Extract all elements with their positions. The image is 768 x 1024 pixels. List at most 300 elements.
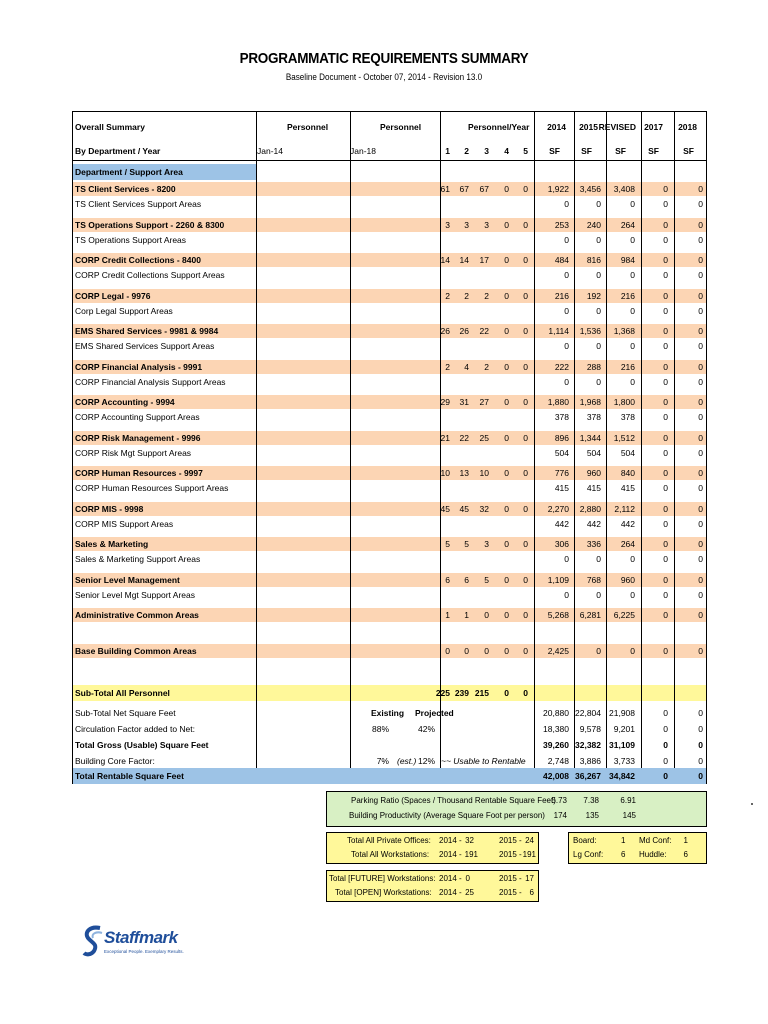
section-label-row bbox=[73, 164, 256, 180]
grid-line bbox=[256, 112, 257, 768]
support-sf-value: 0 bbox=[564, 376, 569, 387]
productivity-value: 135 bbox=[585, 811, 599, 820]
sf-value: 1,368 bbox=[613, 326, 635, 336]
department-name: Sales & Marketing bbox=[75, 539, 149, 549]
personnel-value: 22 bbox=[459, 432, 469, 443]
sf-value: 0 bbox=[663, 468, 668, 478]
subtotal-personnel: 225 bbox=[435, 688, 450, 698]
sf-value: 0 bbox=[698, 574, 703, 585]
header-sf-2: SF bbox=[581, 146, 592, 156]
support-row bbox=[73, 233, 706, 247]
sf-value: 253 bbox=[554, 219, 569, 230]
future-2015: 17 bbox=[525, 874, 534, 883]
department-row bbox=[73, 502, 706, 516]
sf-value: 0 bbox=[698, 539, 703, 549]
personnel-value: 0 bbox=[523, 326, 528, 336]
board-label: Board: bbox=[573, 836, 597, 845]
existing-value: 7% bbox=[376, 756, 389, 766]
stray-mark bbox=[751, 803, 753, 805]
support-sf-value: 0 bbox=[596, 589, 601, 600]
total-rentable-row bbox=[73, 768, 706, 784]
department-row bbox=[73, 644, 706, 658]
department-row bbox=[73, 324, 706, 338]
sf-value: 0 bbox=[663, 432, 668, 443]
sf-value: 0 bbox=[663, 610, 668, 620]
support-sf-value: 0 bbox=[698, 412, 703, 422]
support-sf-value: 0 bbox=[698, 305, 703, 316]
department-name: CORP Financial Analysis - 9991 bbox=[75, 361, 203, 372]
personnel-value: 2 bbox=[464, 290, 469, 301]
personnel-value: 2 bbox=[484, 361, 489, 372]
sf-value: 2,425 bbox=[547, 645, 569, 656]
conference-rooms-box bbox=[568, 832, 707, 864]
sf-value: 1,968 bbox=[579, 397, 601, 407]
summary-sf-value: 3,886 bbox=[579, 756, 601, 766]
support-sf-value: 504 bbox=[554, 447, 569, 458]
support-sf-value: 442 bbox=[620, 518, 635, 529]
support-sf-value: 0 bbox=[596, 199, 601, 209]
workstations-2014-label: 2014 - bbox=[439, 850, 462, 859]
support-row bbox=[73, 552, 706, 566]
personnel-value: 3 bbox=[464, 219, 469, 230]
sf-value: 6,281 bbox=[579, 610, 601, 620]
support-sf-value: 378 bbox=[554, 412, 569, 422]
sf-value: 0 bbox=[596, 645, 601, 656]
support-sf-value: 0 bbox=[630, 554, 635, 564]
sf-value: 816 bbox=[586, 255, 601, 265]
grid-line bbox=[641, 112, 642, 768]
productivity-value: 145 bbox=[622, 811, 636, 820]
projected-value: 12% bbox=[417, 756, 435, 766]
department-name: Senior Level Management bbox=[75, 574, 180, 585]
summary-sf-value: 39,260 bbox=[543, 740, 569, 750]
support-sf-value: 0 bbox=[663, 305, 668, 316]
personnel-value: 0 bbox=[523, 503, 528, 514]
header-col-4: 4 bbox=[504, 146, 509, 156]
personnel-value: 6 bbox=[464, 574, 469, 585]
open-workstations-label: Total [OPEN] Workstations: bbox=[335, 888, 432, 897]
summary-sf-value: 18,380 bbox=[543, 724, 569, 734]
support-row bbox=[73, 304, 706, 318]
parking-ratio-value: 7.38 bbox=[583, 796, 599, 805]
support-sf-value: 0 bbox=[564, 554, 569, 564]
support-sf-value: 0 bbox=[596, 270, 601, 280]
department-row bbox=[73, 218, 706, 232]
summary-row bbox=[73, 723, 706, 737]
grid-line bbox=[674, 112, 675, 768]
support-sf-value: 442 bbox=[554, 518, 569, 529]
department-name: TS Operations Support - 2260 & 8300 bbox=[75, 219, 225, 230]
personnel-value: 26 bbox=[459, 326, 469, 336]
support-sf-value: 0 bbox=[698, 447, 703, 458]
header-jan14: Jan-14 bbox=[257, 146, 283, 156]
private-offices-2015: 24 bbox=[525, 836, 534, 845]
open-2014-label: 2014 - bbox=[439, 888, 462, 897]
sf-value: 960 bbox=[620, 574, 635, 585]
support-area-name: TS Client Services Support Areas bbox=[75, 199, 202, 209]
support-sf-value: 0 bbox=[564, 234, 569, 245]
personnel-value: 45 bbox=[440, 503, 450, 514]
sf-value: 0 bbox=[698, 432, 703, 443]
support-sf-value: 0 bbox=[663, 589, 668, 600]
summary-sf-value: 9,201 bbox=[613, 724, 635, 734]
summary-sf-value: 0 bbox=[698, 756, 703, 766]
support-sf-value: 0 bbox=[630, 270, 635, 280]
sf-value: 192 bbox=[586, 290, 601, 301]
support-sf-value: 0 bbox=[663, 234, 668, 245]
personnel-value: 0 bbox=[504, 574, 509, 585]
personnel-value: 1 bbox=[445, 610, 450, 620]
personnel-value: 0 bbox=[504, 290, 509, 301]
personnel-value: 2 bbox=[445, 361, 450, 372]
personnel-value: 0 bbox=[523, 645, 528, 656]
total-rentable-sf: 36,267 bbox=[575, 771, 601, 781]
personnel-value: 0 bbox=[523, 361, 528, 372]
header-col-3: 3 bbox=[484, 146, 489, 156]
header-jan18: Jan-18 bbox=[350, 146, 376, 156]
header-col-1: 1 bbox=[445, 146, 450, 156]
sf-value: 1,109 bbox=[547, 574, 569, 585]
header-by-department: By Department / Year bbox=[75, 146, 161, 156]
lg-conf-label: Lg Conf: bbox=[573, 850, 604, 859]
sf-value: 776 bbox=[554, 468, 569, 478]
personnel-value: 0 bbox=[504, 255, 509, 265]
logo-wordmark: Staffmark bbox=[104, 928, 178, 947]
department-name: CORP Legal - 9976 bbox=[75, 290, 151, 301]
header-sf-1: SF bbox=[549, 146, 560, 156]
support-sf-value: 504 bbox=[620, 447, 635, 458]
personnel-value: 0 bbox=[445, 645, 450, 656]
header-personnel-jan14: Personnel bbox=[287, 122, 329, 132]
sf-value: 1,512 bbox=[613, 432, 635, 443]
subtotal-label: Sub-Total All Personnel bbox=[75, 688, 170, 698]
sf-value: 0 bbox=[698, 645, 703, 656]
section-label: Department / Support Area bbox=[75, 167, 183, 177]
header-2014: 2014 bbox=[547, 122, 566, 132]
summary-row bbox=[73, 739, 706, 753]
header-sf-3: SF bbox=[615, 146, 626, 156]
support-sf-value: 0 bbox=[564, 305, 569, 316]
summary-sf-value: 20,880 bbox=[543, 708, 569, 718]
subtotal-row bbox=[73, 685, 706, 701]
header-sf-5: SF bbox=[683, 146, 694, 156]
parking-ratio-label: Parking Ratio (Spaces / Thousand Rentable Square Feet) bbox=[351, 796, 556, 805]
sf-value: 2,880 bbox=[579, 503, 601, 514]
support-sf-value: 0 bbox=[663, 483, 668, 493]
future-2015-label: 2015 - bbox=[499, 874, 522, 883]
support-row bbox=[73, 659, 706, 673]
header-overall-summary: Overall Summary bbox=[75, 122, 145, 132]
personnel-value: 0 bbox=[523, 290, 528, 301]
support-area-name: Sales & Marketing Support Areas bbox=[75, 554, 201, 564]
md-conf-label: Md Conf: bbox=[639, 836, 672, 845]
personnel-value: 0 bbox=[523, 468, 528, 478]
workstations-2015-label: 2015 - bbox=[499, 850, 522, 859]
department-name: Base Building Common Areas bbox=[75, 645, 197, 656]
department-name: Administrative Common Areas bbox=[75, 610, 199, 620]
logo-tagline: Exceptional People. Exemplary Results. bbox=[104, 949, 184, 954]
department-name: CORP Risk Management - 9996 bbox=[75, 432, 201, 443]
personnel-value: 14 bbox=[459, 255, 469, 265]
support-row bbox=[73, 517, 706, 531]
sf-value: 3,408 bbox=[613, 184, 635, 194]
sf-value: 5,268 bbox=[547, 610, 569, 620]
support-area-name: TS Operations Support Areas bbox=[75, 234, 187, 245]
support-sf-value: 0 bbox=[698, 483, 703, 493]
parking-ratio-value: 6.91 bbox=[620, 796, 636, 805]
private-offices-label: Total All Private Offices: bbox=[347, 836, 431, 845]
header-sf-4: SF bbox=[648, 146, 659, 156]
department-name: CORP MIS - 9998 bbox=[75, 503, 144, 514]
sf-value: 0 bbox=[663, 645, 668, 656]
personnel-value: 0 bbox=[504, 610, 509, 620]
department-name: CORP Accounting - 9994 bbox=[75, 397, 175, 407]
sf-value: 3,456 bbox=[579, 184, 601, 194]
department-row bbox=[73, 608, 706, 622]
sf-value: 0 bbox=[663, 290, 668, 301]
grid-line bbox=[606, 112, 607, 768]
support-area-name: CORP MIS Support Areas bbox=[75, 518, 174, 529]
sf-value: 0 bbox=[630, 645, 635, 656]
personnel-value: 0 bbox=[504, 503, 509, 514]
existing-header: Existing bbox=[371, 708, 405, 718]
sf-value: 1,800 bbox=[613, 397, 635, 407]
support-sf-value: 0 bbox=[564, 199, 569, 209]
est-label: (est.) bbox=[397, 756, 417, 766]
support-sf-value: 0 bbox=[698, 234, 703, 245]
personnel-value: 45 bbox=[459, 503, 469, 514]
department-row bbox=[73, 466, 706, 480]
summary-table bbox=[72, 111, 707, 784]
sf-value: 0 bbox=[663, 219, 668, 230]
support-sf-value: 442 bbox=[586, 518, 601, 529]
open-2014: 25 bbox=[465, 888, 474, 897]
support-sf-value: 0 bbox=[698, 518, 703, 529]
summary-sf-value: 9,578 bbox=[579, 724, 601, 734]
sf-value: 0 bbox=[663, 326, 668, 336]
summary-label: Circulation Factor added to Net: bbox=[75, 724, 196, 734]
personnel-value: 10 bbox=[440, 468, 450, 478]
support-row bbox=[73, 268, 706, 282]
personnel-value: 0 bbox=[504, 361, 509, 372]
support-row bbox=[73, 375, 706, 389]
support-area-name: CORP Credit Collections Support Areas bbox=[75, 270, 225, 280]
grid-line bbox=[440, 112, 441, 768]
header-revised: REVISED bbox=[598, 122, 636, 132]
support-sf-value: 0 bbox=[630, 589, 635, 600]
support-sf-value: 0 bbox=[698, 589, 703, 600]
page-title: PROGRAMMATIC REQUIREMENTS SUMMARY bbox=[239, 50, 529, 67]
personnel-value: 27 bbox=[479, 397, 489, 407]
support-row bbox=[73, 339, 706, 353]
summary-sf-value: 3,733 bbox=[613, 756, 635, 766]
header-col-2: 2 bbox=[464, 146, 469, 156]
personnel-value: 29 bbox=[440, 397, 450, 407]
personnel-value: 22 bbox=[479, 326, 489, 336]
sf-value: 264 bbox=[620, 539, 635, 549]
sf-value: 2,270 bbox=[547, 503, 569, 514]
private-offices-2014: 32 bbox=[465, 836, 474, 845]
personnel-value: 0 bbox=[504, 219, 509, 230]
support-area-name: CORP Risk Mgt Support Areas bbox=[75, 447, 192, 458]
summary-sf-value: 21,908 bbox=[609, 708, 635, 718]
support-area-name: Corp Legal Support Areas bbox=[75, 305, 173, 316]
header-personnel-year: Personnel/Year bbox=[468, 122, 530, 132]
summary-sf-value: 2,748 bbox=[547, 756, 569, 766]
support-sf-value: 378 bbox=[586, 412, 601, 422]
support-sf-value: 0 bbox=[596, 234, 601, 245]
department-row bbox=[73, 253, 706, 267]
support-sf-value: 415 bbox=[586, 483, 601, 493]
board-value: 1 bbox=[621, 836, 626, 845]
header-2018: 2018 bbox=[678, 122, 697, 132]
department-name: EMS Shared Services - 9981 & 9984 bbox=[75, 326, 219, 336]
summary-sf-value: 0 bbox=[663, 756, 668, 766]
sf-value: 1,114 bbox=[548, 326, 569, 336]
sf-value: 0 bbox=[698, 255, 703, 265]
future-2014: 0 bbox=[465, 874, 470, 883]
sf-value: 336 bbox=[586, 539, 601, 549]
sf-value: 0 bbox=[698, 397, 703, 407]
total-rentable-sf: 42,008 bbox=[543, 771, 569, 781]
summary-sf-value: 22,804 bbox=[575, 708, 601, 718]
department-row bbox=[73, 289, 706, 303]
department-row bbox=[73, 182, 706, 196]
header-2017: 2017 bbox=[644, 122, 663, 132]
summary-sf-value: 0 bbox=[663, 708, 668, 718]
sf-value: 484 bbox=[554, 255, 569, 265]
support-sf-value: 0 bbox=[564, 589, 569, 600]
department-row bbox=[73, 431, 706, 445]
support-row bbox=[73, 481, 706, 495]
header-2015: 2015 bbox=[579, 122, 598, 132]
department-name: CORP Human Resources - 9997 bbox=[75, 468, 203, 478]
personnel-value: 0 bbox=[523, 184, 528, 194]
support-sf-value: 0 bbox=[596, 341, 601, 351]
summary-sf-value: 31,109 bbox=[609, 740, 635, 750]
sf-value: 0 bbox=[698, 503, 703, 514]
department-name: TS Client Services - 8200 bbox=[75, 184, 176, 194]
support-sf-value: 415 bbox=[620, 483, 635, 493]
sf-value: 0 bbox=[698, 326, 703, 336]
support-sf-value: 0 bbox=[596, 305, 601, 316]
personnel-value: 67 bbox=[479, 184, 489, 194]
personnel-value: 0 bbox=[464, 645, 469, 656]
support-sf-value: 0 bbox=[564, 341, 569, 351]
personnel-value: 0 bbox=[504, 326, 509, 336]
personnel-value: 5 bbox=[484, 574, 489, 585]
grid-line bbox=[574, 112, 575, 768]
personnel-value: 0 bbox=[504, 539, 509, 549]
support-sf-value: 0 bbox=[663, 518, 668, 529]
workstations-2014: 191 bbox=[464, 850, 478, 859]
personnel-value: 21 bbox=[440, 432, 450, 443]
workstations-label: Total All Workstations: bbox=[351, 850, 430, 859]
sf-value: 240 bbox=[586, 219, 601, 230]
existing-value: 88% bbox=[371, 724, 389, 734]
sf-value: 1,536 bbox=[579, 326, 601, 336]
total-rentable-sf: 0 bbox=[663, 771, 668, 781]
sf-value: 0 bbox=[663, 397, 668, 407]
support-row bbox=[73, 623, 706, 637]
sf-value: 264 bbox=[620, 219, 635, 230]
department-row bbox=[73, 573, 706, 587]
subtotal-personnel: 0 bbox=[523, 688, 528, 698]
support-sf-value: 0 bbox=[663, 554, 668, 564]
staffmark-logo bbox=[82, 924, 182, 960]
support-sf-value: 504 bbox=[586, 447, 601, 458]
personnel-value: 0 bbox=[523, 432, 528, 443]
subtotal-personnel: 239 bbox=[454, 688, 469, 698]
sf-value: 0 bbox=[698, 184, 703, 194]
personnel-value: 10 bbox=[479, 468, 489, 478]
department-row bbox=[73, 537, 706, 551]
personnel-value: 25 bbox=[479, 432, 489, 443]
productivity-value: 174 bbox=[553, 811, 567, 820]
personnel-value: 67 bbox=[459, 184, 469, 194]
sf-value: 0 bbox=[663, 574, 668, 585]
personnel-value: 0 bbox=[484, 645, 489, 656]
huddle-value: 6 bbox=[683, 850, 688, 859]
department-row bbox=[73, 360, 706, 374]
support-sf-value: 0 bbox=[698, 199, 703, 209]
personnel-value: 32 bbox=[479, 503, 489, 514]
department-name: CORP Credit Collections - 8400 bbox=[75, 255, 201, 265]
support-sf-value: 0 bbox=[663, 447, 668, 458]
support-sf-value: 0 bbox=[564, 270, 569, 280]
sf-value: 1,922 bbox=[547, 184, 569, 194]
support-area-name: CORP Accounting Support Areas bbox=[75, 412, 200, 422]
parking-productivity-box bbox=[326, 791, 707, 827]
header-personnel-jan18: Personnel bbox=[380, 122, 422, 132]
support-sf-value: 0 bbox=[663, 412, 668, 422]
summary-label: Sub-Total Net Square Feet bbox=[75, 708, 176, 718]
summary-sf-value: 0 bbox=[698, 724, 703, 734]
support-sf-value: 415 bbox=[554, 483, 569, 493]
support-area-name: CORP Financial Analysis Support Areas bbox=[75, 376, 226, 387]
summary-row bbox=[73, 755, 706, 769]
projected-header: Projected bbox=[415, 708, 454, 718]
sf-value: 0 bbox=[698, 361, 703, 372]
support-sf-value: 0 bbox=[630, 305, 635, 316]
total-rentable-sf: 34,842 bbox=[609, 771, 635, 781]
support-row bbox=[73, 446, 706, 460]
sf-value: 216 bbox=[620, 290, 635, 301]
summary-sf-value: 0 bbox=[663, 740, 668, 750]
md-conf-value: 1 bbox=[683, 836, 688, 845]
private-offices-2015-label: 2015 - bbox=[499, 836, 522, 845]
personnel-value: 61 bbox=[440, 184, 450, 194]
staffmark-logo-icon bbox=[82, 924, 104, 958]
personnel-value: 3 bbox=[484, 219, 489, 230]
personnel-value: 0 bbox=[484, 610, 489, 620]
personnel-value: 5 bbox=[464, 539, 469, 549]
support-row bbox=[73, 410, 706, 424]
support-row bbox=[73, 197, 706, 211]
sf-value: 0 bbox=[663, 503, 668, 514]
personnel-value: 3 bbox=[484, 539, 489, 549]
support-sf-value: 0 bbox=[698, 554, 703, 564]
personnel-value: 2 bbox=[484, 290, 489, 301]
support-area-name: Senior Level Mgt Support Areas bbox=[75, 589, 196, 600]
future-open-workstations-box bbox=[326, 870, 539, 902]
support-sf-value: 0 bbox=[663, 199, 668, 209]
sf-value: 0 bbox=[663, 361, 668, 372]
support-sf-value: 0 bbox=[630, 234, 635, 245]
summary-sf-value: 0 bbox=[663, 724, 668, 734]
page-subtitle: Baseline Document - October 07, 2014 - Revision 13.0 bbox=[285, 72, 483, 82]
support-sf-value: 0 bbox=[596, 554, 601, 564]
